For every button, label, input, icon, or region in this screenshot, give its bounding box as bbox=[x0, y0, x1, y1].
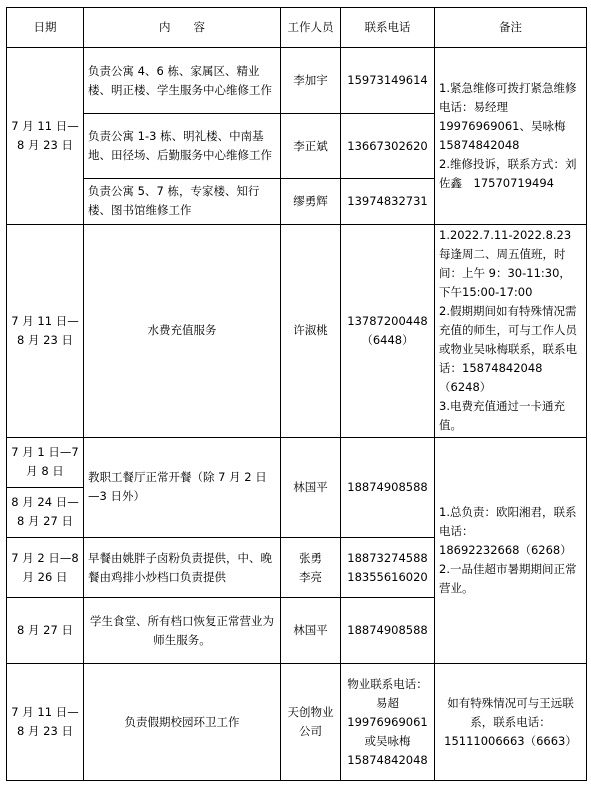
maintenance-phone-2: 13667302620 bbox=[341, 114, 435, 178]
canteen-content-1: 教职工餐厅正常开餐（除 7 月 2 日—3 日外） bbox=[84, 437, 281, 537]
canteen-date-4: 8 月 27 日 bbox=[7, 598, 84, 664]
header-phone: 联系电话 bbox=[341, 8, 435, 48]
water-remark: 1.2022.7.11-2022.8.23 每逢周二、周五值班，时间：上午 9：30-11:30，下午15:00-17:00 2.假期期间如有特殊情况需充值的师生，可与工作人员或物业吴咏梅联系，联系电话：15874842048 （6248） 3.电费充值通过一卡通充值。 bbox=[435, 224, 587, 437]
maintenance-content-2: 负责公寓 1-3 栋、明礼楼、中南基地、田径场、后勤服务中心维修工作 bbox=[84, 114, 281, 178]
maintenance-phone-3: 13974832731 bbox=[341, 178, 435, 224]
water-phone: 13787200448 （6448） bbox=[341, 224, 435, 437]
canteen-phone-3: 18873274588 18355616020 bbox=[341, 537, 435, 597]
sanitation-phone: 物业联系电话：易超 19976969061 或吴咏梅 15874842048 bbox=[341, 664, 435, 781]
header-staff: 工作人员 bbox=[281, 8, 341, 48]
maintenance-content-3: 负责公寓 5、7 栋，专家楼、知行楼、图书馆维修工作 bbox=[84, 178, 281, 224]
canteen-content-4: 学生食堂、所有档口恢复正常营业为师生服务。 bbox=[84, 598, 281, 664]
sanitation-remark: 如有特殊情况可与王远联系，联系电话： 15111006663（6663） bbox=[435, 664, 587, 781]
maintenance-content-1: 负责公寓 4、6 栋、家属区、精业楼、明正楼、学生服务中心维修工作 bbox=[84, 48, 281, 114]
header-remark: 备注 bbox=[435, 8, 587, 48]
header-date: 日期 bbox=[7, 8, 84, 48]
sanitation-staff: 天创物业公司 bbox=[281, 664, 341, 781]
maintenance-staff-1: 李加宇 bbox=[281, 48, 341, 114]
canteen-date-2: 8 月 24 日—8 月 27 日 bbox=[7, 487, 84, 537]
header-content: 内 容 bbox=[84, 8, 281, 48]
header-row bbox=[7, 8, 587, 48]
water-content: 水费充值服务 bbox=[84, 224, 281, 437]
maintenance-date: 7 月 11 日—8 月 23 日 bbox=[7, 48, 84, 225]
canteen-staff-3: 张勇 李亮 bbox=[281, 537, 341, 597]
maintenance-row-1 bbox=[7, 48, 587, 114]
canteen-staff-4: 林国平 bbox=[281, 598, 341, 664]
sanitation-content: 负责假期校园环卫工作 bbox=[84, 664, 281, 781]
sanitation-row bbox=[7, 664, 587, 781]
maintenance-remark: 1.紧急维修可拨打紧急维修电话：易经理 19976969061、吴咏梅 15874842048 2.维修投诉，联系方式：刘佐鑫 17570719494 bbox=[435, 48, 587, 225]
canteen-phone-4: 18874908588 bbox=[341, 598, 435, 664]
canteen-phone-1: 18874908588 bbox=[341, 437, 435, 537]
water-date: 7 月 11 日—8 月 23 日 bbox=[7, 224, 84, 437]
maintenance-staff-2: 李正斌 bbox=[281, 114, 341, 178]
canteen-staff-1: 林国平 bbox=[281, 437, 341, 537]
schedule-table bbox=[6, 7, 587, 781]
maintenance-phone-1: 15973149614 bbox=[341, 48, 435, 114]
water-row bbox=[7, 224, 587, 437]
maintenance-staff-3: 缪勇辉 bbox=[281, 178, 341, 224]
canteen-row-1 bbox=[7, 437, 587, 487]
canteen-content-3: 早餐由姚胖子卤粉负责提供，中、晚餐由鸡排小炒档口负责提供 bbox=[84, 537, 281, 597]
canteen-remark: 1.总负责：欧阳湘君，联系电话： 18692232668（6268） 2.一品佳超市暑期期间正常营业。 bbox=[435, 437, 587, 664]
canteen-date-3: 7 月 2 日—8 月 26 日 bbox=[7, 537, 84, 597]
sanitation-date: 7 月 11 日—8 月 23 日 bbox=[7, 664, 84, 781]
canteen-date-1: 7 月 1 日—7 月 8 日 bbox=[7, 437, 84, 487]
water-staff: 许淑桃 bbox=[281, 224, 341, 437]
